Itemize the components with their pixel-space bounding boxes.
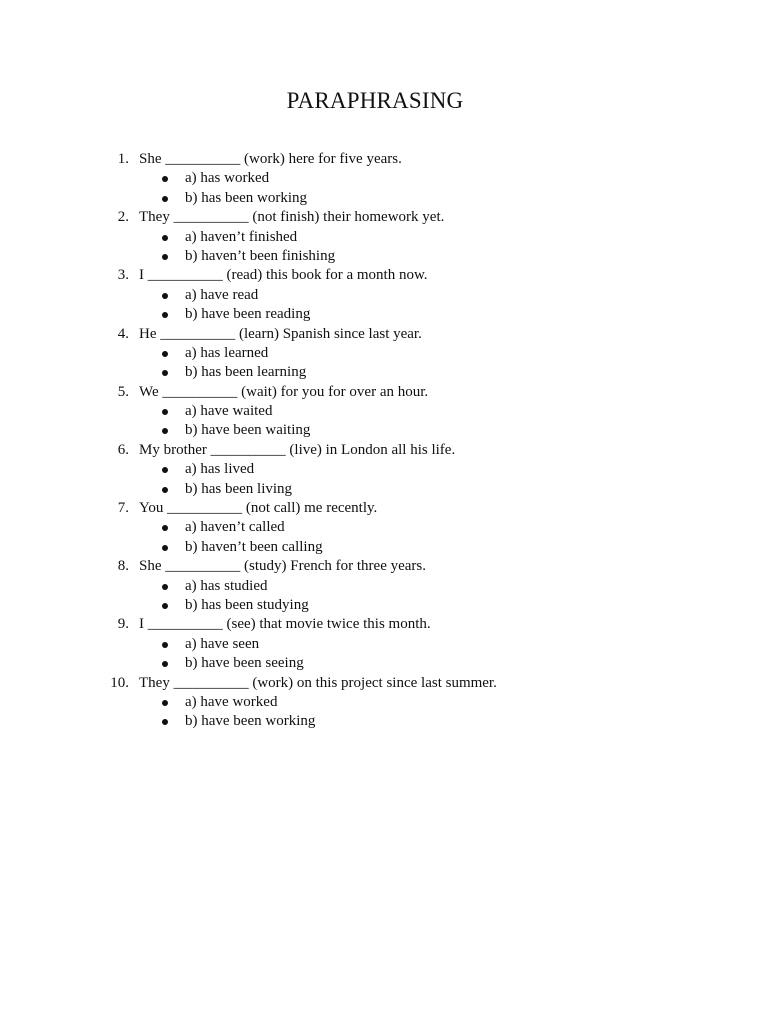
question-item xyxy=(0,266,768,324)
question-number: 10. xyxy=(110,674,129,691)
bullet-icon xyxy=(162,642,168,648)
question-text: I __________ (read) this book for a month now. xyxy=(139,267,428,284)
question-text: You __________ (not call) me recently. xyxy=(139,500,378,517)
answer-option xyxy=(0,363,768,382)
question-line xyxy=(0,150,768,169)
answer-option xyxy=(0,344,768,363)
answer-option-text: b) haven’t been finishing xyxy=(185,247,336,264)
answer-option xyxy=(0,712,768,731)
answer-option-text: a) have waited xyxy=(185,403,273,420)
answer-option-text: a) has lived xyxy=(185,461,255,478)
answer-option xyxy=(0,228,768,247)
bullet-icon xyxy=(162,293,168,299)
answer-option xyxy=(0,480,768,499)
bullet-icon xyxy=(162,525,168,531)
question-line xyxy=(0,325,768,344)
bullet-icon xyxy=(162,584,168,590)
answer-option-text: a) have worked xyxy=(185,693,278,710)
answer-option-text: b) haven’t been calling xyxy=(185,538,323,555)
question-line xyxy=(0,266,768,285)
question-number: 7. xyxy=(117,500,129,517)
question-line xyxy=(0,208,768,227)
question-text: They __________ (work) on this project since last summer. xyxy=(139,674,497,691)
answer-option xyxy=(0,286,768,305)
question-line xyxy=(0,674,768,693)
answer-option-text: a) has learned xyxy=(185,344,269,361)
answer-option-text: b) has been living xyxy=(185,480,293,497)
answer-option xyxy=(0,189,768,208)
bullet-icon xyxy=(162,351,168,357)
question-item xyxy=(0,208,768,266)
answer-option xyxy=(0,518,768,537)
answer-option-text: a) haven’t finished xyxy=(185,228,298,245)
bullet-icon xyxy=(162,467,168,473)
question-item xyxy=(0,383,768,441)
page-title: PARAPHRASING xyxy=(286,88,464,113)
question-line xyxy=(0,557,768,576)
answer-option-text: b) have been seeing xyxy=(185,655,304,672)
question-item xyxy=(0,441,768,499)
answer-option xyxy=(0,460,768,479)
bullet-icon xyxy=(162,312,168,318)
question-text: I __________ (see) that movie twice this month. xyxy=(139,616,431,633)
question-item xyxy=(0,150,768,208)
answer-option xyxy=(0,402,768,421)
question-item xyxy=(0,325,768,383)
bullet-icon xyxy=(162,370,168,376)
answer-option-text: b) has been working xyxy=(185,189,308,206)
question-text: My brother __________ (live) in London all his life. xyxy=(139,441,456,458)
question-number: 5. xyxy=(117,383,129,400)
answer-option xyxy=(0,169,768,188)
question-text: She __________ (study) French for three years. xyxy=(139,558,427,575)
question-item xyxy=(0,615,768,673)
answer-option-text: b) has been learning xyxy=(185,364,307,381)
bullet-icon xyxy=(162,603,168,609)
question-item xyxy=(0,674,768,732)
question-number: 2. xyxy=(117,209,129,226)
answer-option xyxy=(0,305,768,324)
bullet-icon xyxy=(162,487,168,493)
answer-option-text: b) has been studying xyxy=(185,596,309,613)
question-line xyxy=(0,499,768,518)
bullet-icon xyxy=(162,196,168,202)
question-line xyxy=(0,383,768,402)
question-list xyxy=(0,150,768,732)
bullet-icon xyxy=(162,700,168,706)
question-number: 8. xyxy=(117,558,129,575)
question-line xyxy=(0,615,768,634)
question-number: 3. xyxy=(117,267,129,284)
question-item xyxy=(0,499,768,557)
bullet-icon xyxy=(162,254,168,260)
bullet-icon xyxy=(162,661,168,667)
answer-option-text: b) have been working xyxy=(185,713,316,730)
question-number: 1. xyxy=(117,151,129,167)
question-text: She __________ (work) here for five years. xyxy=(139,151,402,167)
question-text: He __________ (learn) Spanish since last year. xyxy=(139,325,422,342)
answer-option-text: a) have read xyxy=(185,286,259,303)
bullet-icon xyxy=(162,235,168,241)
answer-option-text: a) have seen xyxy=(185,635,260,652)
question-number: 6. xyxy=(117,441,129,458)
answer-option xyxy=(0,635,768,654)
answer-option xyxy=(0,596,768,615)
bullet-icon xyxy=(162,409,168,415)
question-text: They __________ (not finish) their homework yet. xyxy=(139,209,445,226)
bullet-icon xyxy=(162,428,168,434)
answer-option xyxy=(0,693,768,712)
bullet-icon xyxy=(162,719,168,725)
question-line xyxy=(0,441,768,460)
answer-option-text: b) have been reading xyxy=(185,306,311,323)
answer-option xyxy=(0,247,768,266)
bullet-icon xyxy=(162,176,168,182)
answer-option-text: a) haven’t called xyxy=(185,519,285,536)
answer-option xyxy=(0,577,768,596)
answer-option xyxy=(0,654,768,673)
answer-option-text: a) has studied xyxy=(185,577,268,594)
question-number: 9. xyxy=(117,616,129,633)
answer-option xyxy=(0,538,768,557)
answer-option-text: a) has worked xyxy=(185,170,270,187)
question-text: We __________ (wait) for you for over an hour. xyxy=(139,383,429,400)
question-item xyxy=(0,557,768,615)
bullet-icon xyxy=(162,545,168,551)
answer-option xyxy=(0,421,768,440)
answer-option-text: b) have been waiting xyxy=(185,422,311,439)
question-number: 4. xyxy=(117,325,129,342)
